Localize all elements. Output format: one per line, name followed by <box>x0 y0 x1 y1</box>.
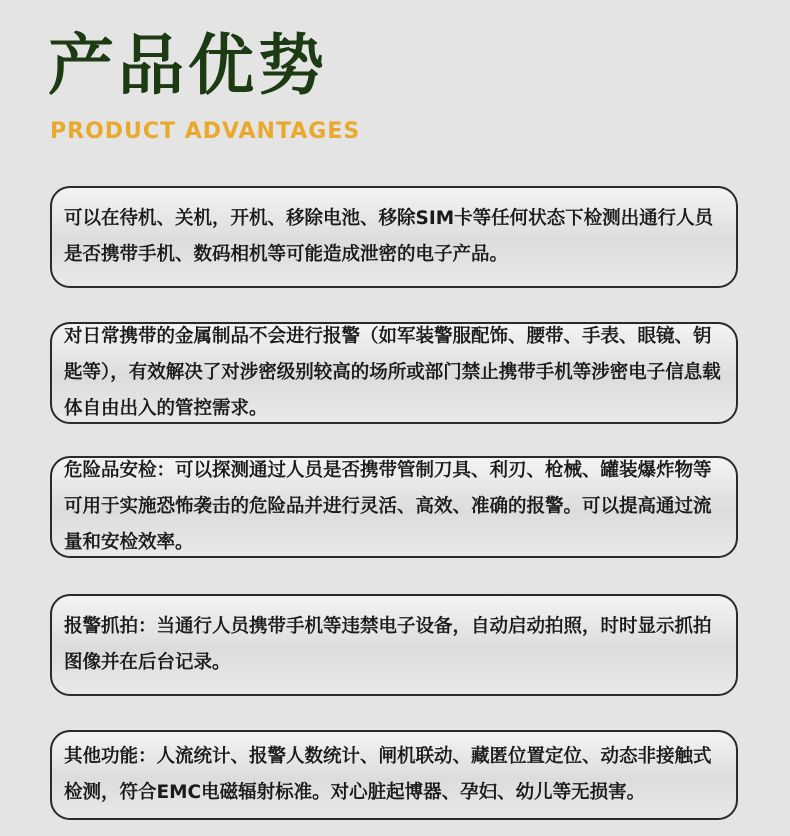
advantage-text: 危险品安检：可以探测通过人员是否携带管制刀具、利刃、枪械、罐装爆炸物等可用于实施恐怖袭击的危险品并进行灵活、高效、准确的报警。可以提高通过流量和安检效率。 <box>64 460 712 553</box>
advantage-text: 报警抓拍：当通行人员携带手机等违禁电子设备，自动启动拍照，时时显示抓拍图像并在后台记录。 <box>64 616 712 673</box>
advantage-text: 可以在待机、关机，开机、移除电池、移除SIM卡等任何状态下检测出通行人员是否携带手机、数码相机等可能造成泄密的电子产品。 <box>64 208 714 265</box>
advantage-card-metal-filter <box>50 322 738 424</box>
advantage-card-other-functions <box>50 730 738 820</box>
advantage-card-detection <box>50 186 738 288</box>
advantage-text: 其他功能：人流统计、报警人数统计、闸机联动、藏匿位置定位、动态非接触式检测，符合EMC电磁辐射标准。对心脏起博器、孕妇、幼儿等无损害。 <box>64 746 712 803</box>
advantage-card-security-check <box>50 456 738 558</box>
page-title: 产品优势 <box>48 27 328 104</box>
page-subtitle: PRODUCT ADVANTAGES <box>50 119 361 144</box>
advantage-card-alarm-capture <box>50 594 738 696</box>
advantage-text: 对日常携带的金属制品不会进行报警（如军装警服配饰、腰带、手表、眼镜、钥匙等），有效解决了对涉密级别较高的场所或部门禁止携带手机等涉密电子信息载体自由出入的管控需求。 <box>64 326 721 419</box>
